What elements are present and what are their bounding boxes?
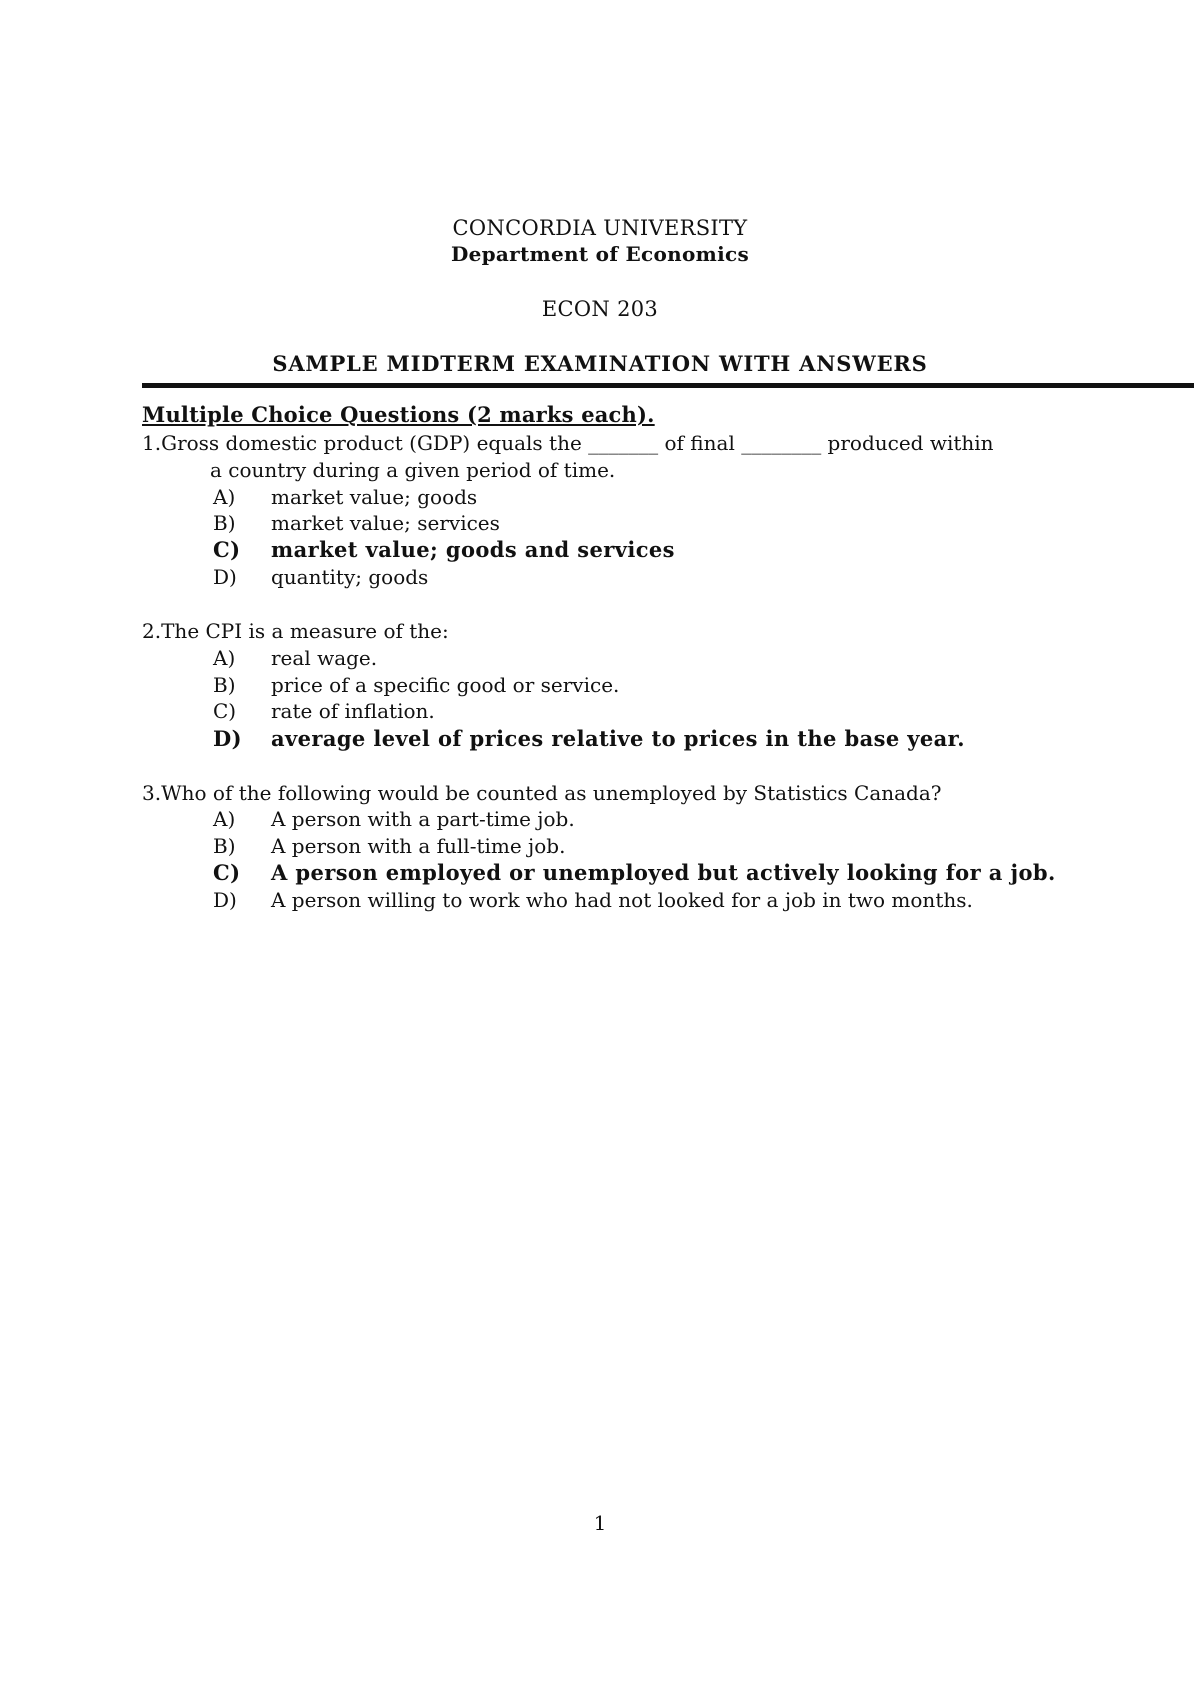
option-letter: C) [213, 699, 237, 723]
department-name: Department of Economics [450, 242, 750, 266]
option-letter: A) [213, 646, 236, 670]
option-letter: D) [213, 565, 237, 589]
option-letter: C) [213, 860, 241, 885]
question-1-continuation: a country during a given period of time. [210, 458, 616, 482]
question-1 [142, 430, 994, 456]
option-text: A person employed or unemployed but actively looking for a job. [271, 860, 1056, 885]
option-letter: D) [213, 726, 242, 751]
question-2 [142, 618, 449, 644]
option-letter: A) [213, 807, 236, 831]
option-text: A person with a full-time job. [271, 834, 566, 858]
title-divider [142, 383, 1194, 388]
question-text: Gross domestic product (GDP) equals the _______ of final ________ produced within [161, 431, 994, 455]
option-text: market value; goods and services [271, 537, 675, 562]
question-number: 3. [142, 781, 162, 805]
option-text: A person willing to work who had not looked for a job in two months. [271, 888, 973, 912]
question-text: The CPI is a measure of the: [161, 619, 449, 643]
university-name: CONCORDIA UNIVERSITY [452, 216, 748, 240]
question-number: 2. [142, 619, 162, 643]
page-number: 1 [593, 1511, 607, 1535]
option-letter: A) [213, 485, 236, 509]
question-number: 1. [142, 431, 162, 455]
question-3 [142, 780, 942, 806]
option-text: price of a specific good or service. [271, 673, 620, 697]
option-letter: D) [213, 888, 237, 912]
option-letter: B) [213, 834, 236, 858]
option-text: A person with a part-time job. [271, 807, 575, 831]
option-letter: B) [213, 511, 236, 535]
option-text: market value; goods [271, 485, 478, 509]
option-letter: B) [213, 673, 236, 697]
exam-title: SAMPLE MIDTERM EXAMINATION WITH ANSWERS [272, 351, 928, 376]
course-code: ECON 203 [541, 297, 659, 321]
option-text: rate of inflation. [271, 699, 435, 723]
section-heading: Multiple Choice Questions (2 marks each). [142, 402, 655, 427]
question-text: Who of the following would be counted as unemployed by Statistics Canada? [161, 781, 942, 805]
option-text: average level of prices relative to prices in the base year. [271, 726, 965, 751]
option-text: quantity; goods [271, 565, 429, 589]
option-text: market value; services [271, 511, 500, 535]
option-text: real wage. [271, 646, 378, 670]
option-letter: C) [213, 537, 241, 562]
